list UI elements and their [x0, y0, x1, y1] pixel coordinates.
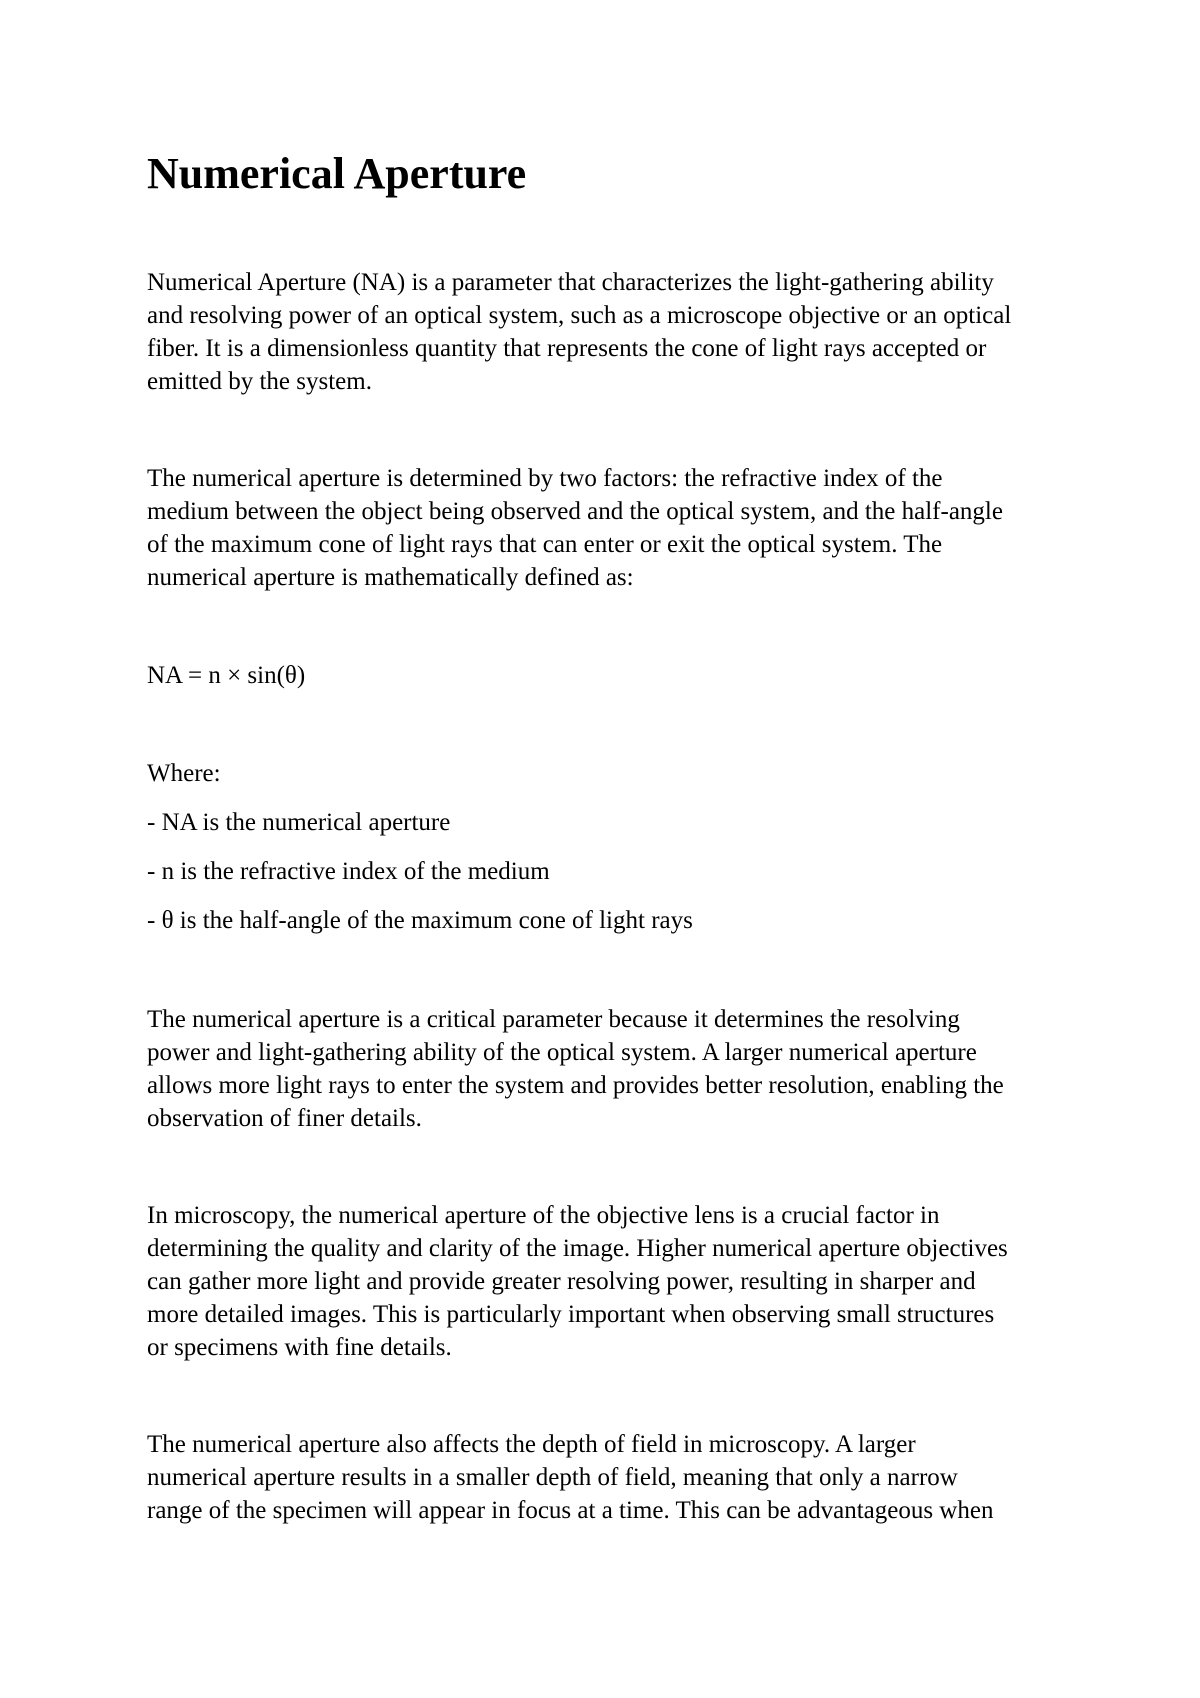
paragraph-line: more detailed images. This is particularly important when observing small structures	[147, 1301, 995, 1328]
paragraph-line: The numerical aperture is determined by two factors: the refractive index of the	[147, 465, 943, 492]
paragraph-line: The numerical aperture also affects the depth of field in microscopy. A larger	[147, 1431, 916, 1458]
paragraph-line: numerical aperture results in a smaller depth of field, meaning that only a narrow	[147, 1464, 958, 1491]
paragraph-line: observation of finer details.	[147, 1105, 422, 1132]
paragraph-line: can gather more light and provide greater resolving power, resulting in sharper and	[147, 1268, 976, 1295]
where-label: Where:	[147, 760, 221, 787]
definition-item: - n is the refractive index of the medium	[147, 858, 550, 885]
paragraph-line: medium between the object being observed and the optical system, and the half-angle	[147, 498, 1003, 525]
page-title: Numerical Aperture	[147, 149, 527, 198]
paragraph-line: Numerical Aperture (NA) is a parameter that characterizes the light-gathering ability	[147, 269, 994, 296]
paragraph-line: allows more light rays to enter the system and provides better resolution, enabling the	[147, 1072, 1004, 1099]
paragraph-line: fiber. It is a dimensionless quantity that represents the cone of light rays accepted or	[147, 335, 987, 362]
determination-paragraph	[147, 462, 1077, 594]
paragraph-line: of the maximum cone of light rays that can enter or exit the optical system. The	[147, 531, 943, 558]
paragraph-line: power and light-gathering ability of the optical system. A larger numerical aperture	[147, 1039, 977, 1066]
definition-item: - NA is the numerical aperture	[147, 809, 451, 836]
intro-paragraph	[147, 266, 1077, 398]
paragraph-line: In microscopy, the numerical aperture of the objective lens is a crucial factor in	[147, 1202, 940, 1229]
microscopy-paragraph	[147, 1199, 1077, 1364]
paragraph-line: numerical aperture is mathematically defined as:	[147, 564, 634, 591]
depth-of-field-paragraph	[147, 1428, 1077, 1527]
definition-item: - θ is the half-angle of the maximum cone of light rays	[147, 907, 693, 934]
paragraph-line: determining the quality and clarity of the image. Higher numerical aperture objectives	[147, 1235, 1008, 1262]
paragraph-line: range of the specimen will appear in focus at a time. This can be advantageous when	[147, 1497, 994, 1524]
critical-parameter-paragraph	[147, 1003, 1077, 1135]
paragraph-line: and resolving power of an optical system, such as a microscope objective or an optical	[147, 302, 1012, 329]
paragraph-line: emitted by the system.	[147, 368, 372, 395]
paragraph-line: or specimens with fine details.	[147, 1334, 452, 1361]
formula: NA = n × sin(θ)	[147, 662, 306, 689]
paragraph-line: The numerical aperture is a critical parameter because it determines the resolving	[147, 1006, 960, 1033]
